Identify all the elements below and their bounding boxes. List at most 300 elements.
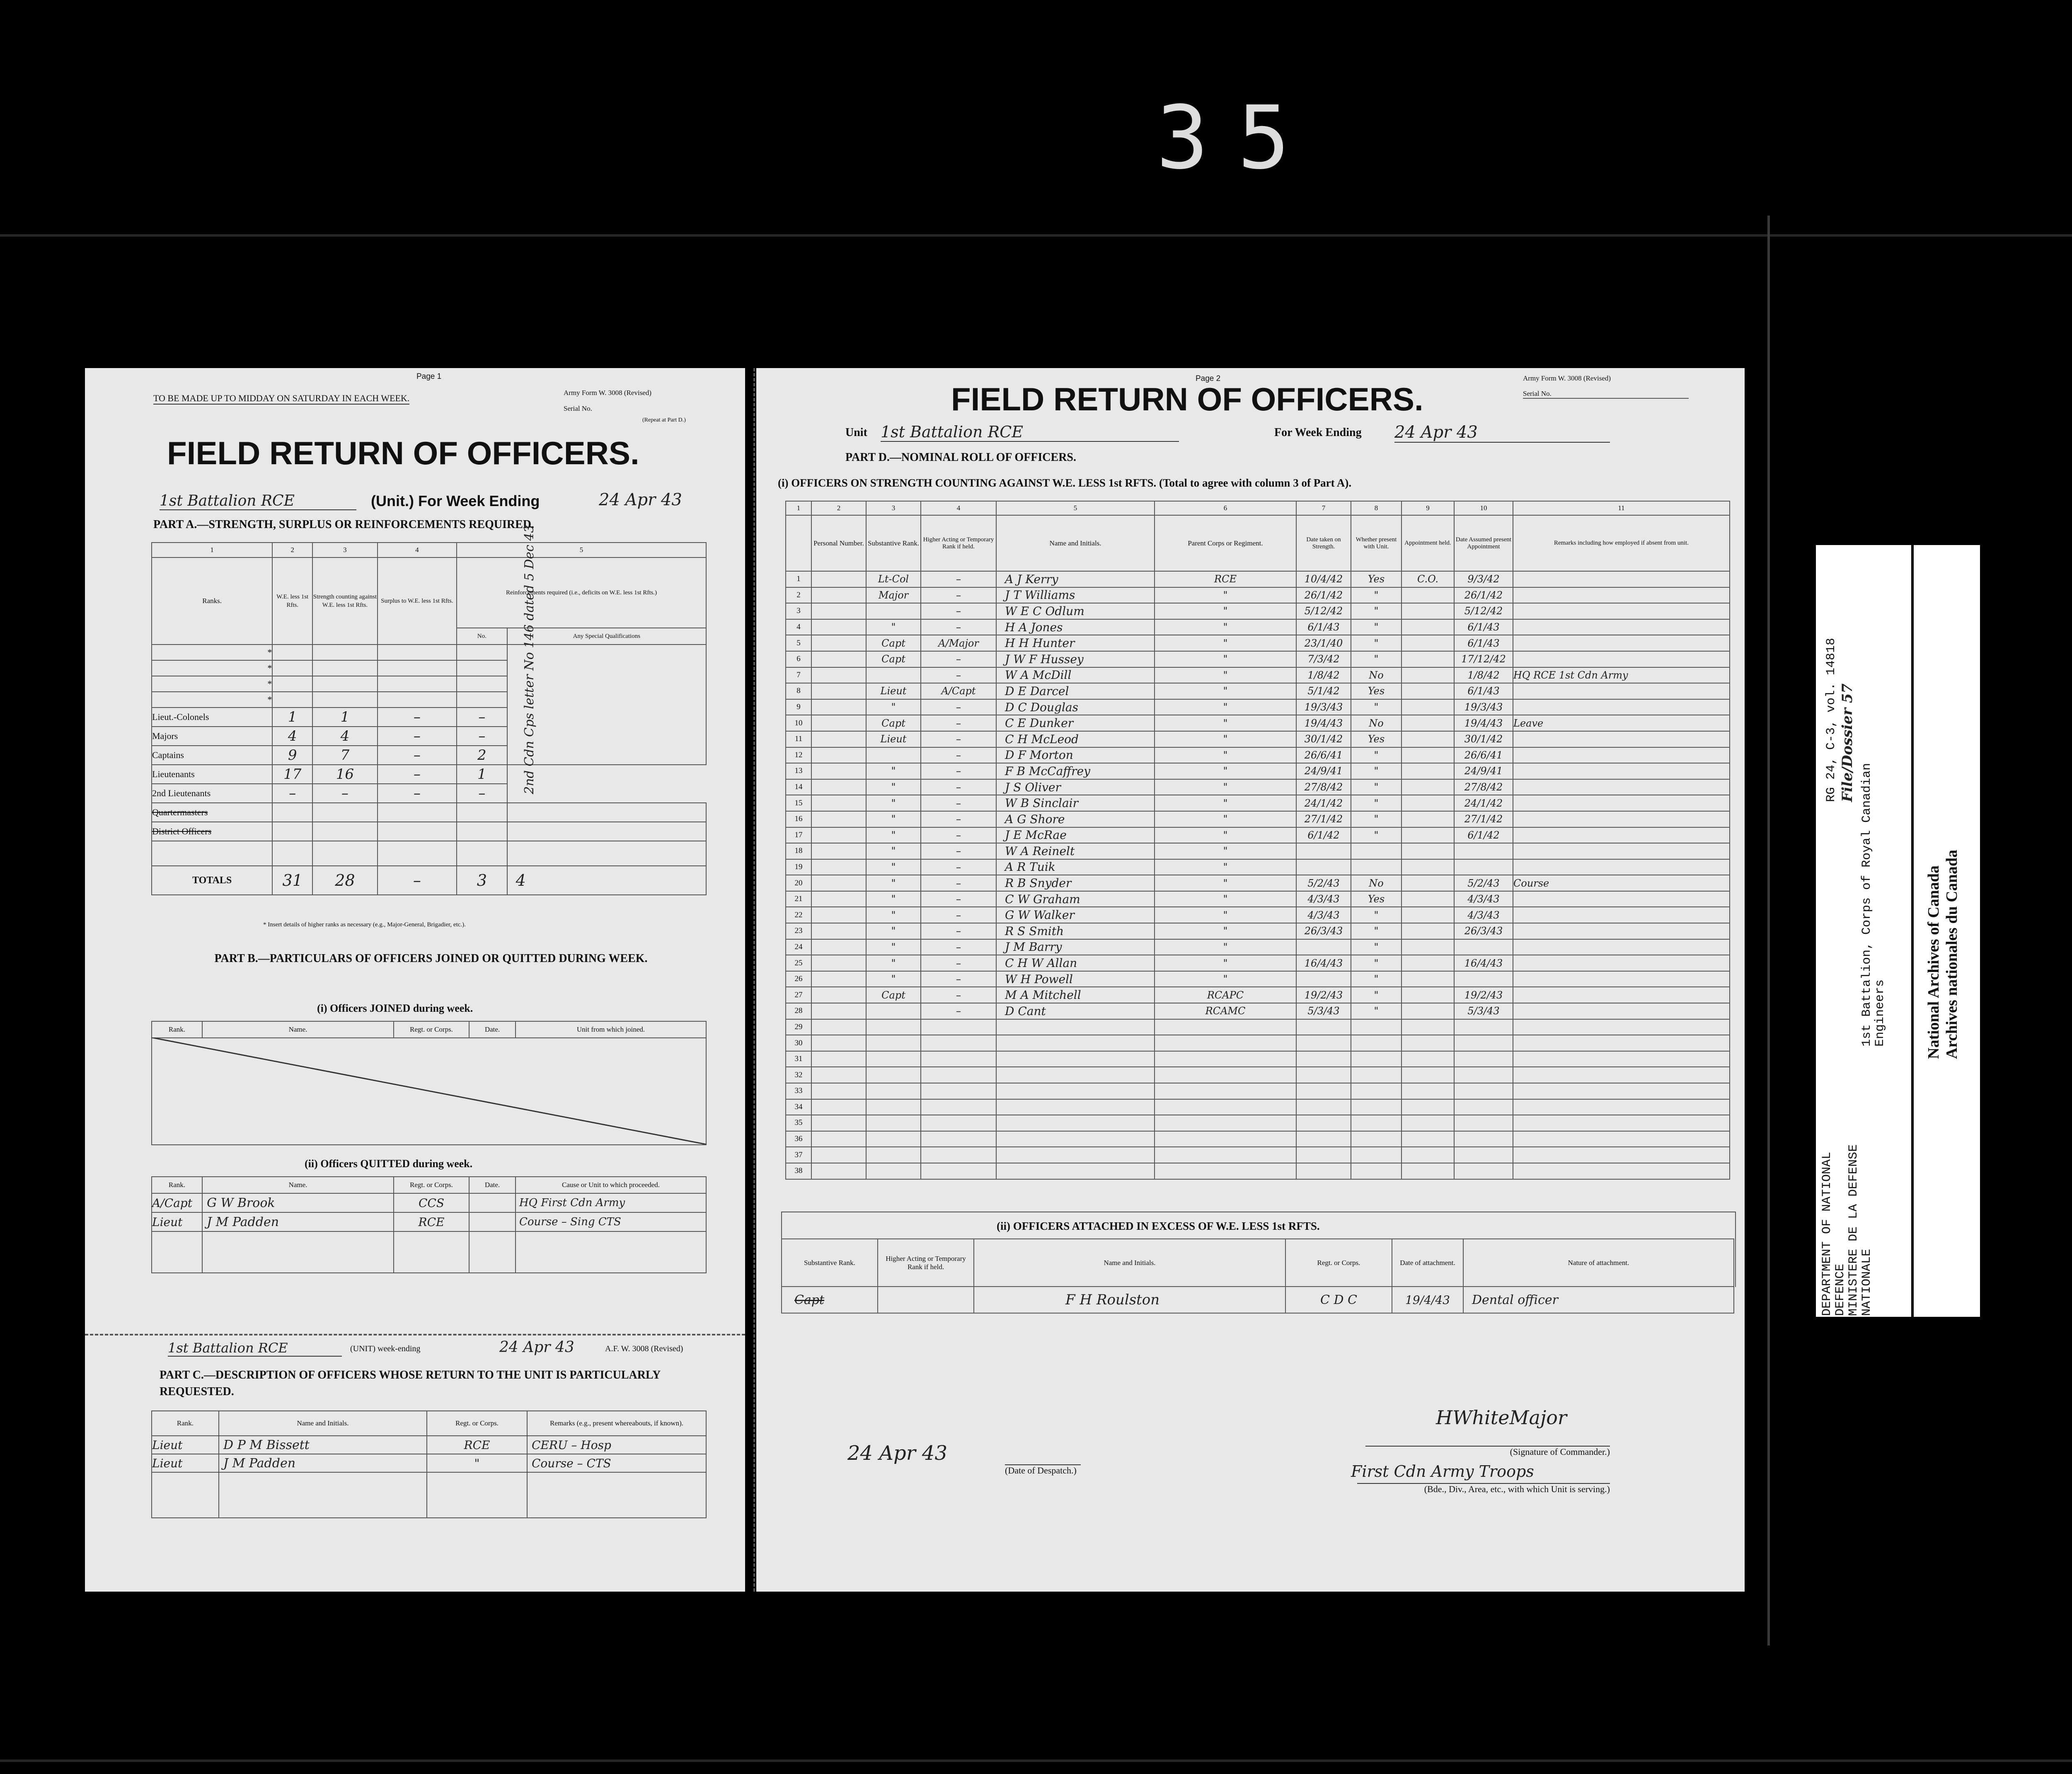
personal-number [811, 891, 866, 907]
archive-rg: RG 24, C-3, vol. 14818 [1824, 637, 1838, 802]
page-2-label: Page 2 [1196, 374, 1221, 383]
nominal-roll-row [786, 635, 1730, 651]
officer-name: C H W Allan [996, 955, 1155, 971]
appointment-date: 6/1/43 [1454, 619, 1513, 635]
archive-dept-line1: DEPARTMENT OF NATIONAL [1820, 1151, 1834, 1316]
we-value: 9 [272, 746, 312, 765]
quitted-cause: HQ First Cdn Army [516, 1193, 706, 1212]
appointment-date: 6/1/42 [1454, 827, 1513, 843]
substantive-rank: " [866, 955, 921, 971]
appointment-date: 6/1/43 [1454, 683, 1513, 699]
parent-corps: " [1155, 859, 1296, 875]
officer-name: J E McRae [996, 827, 1155, 843]
row-number: 29 [786, 1019, 811, 1035]
nominal-roll-row [786, 1019, 1730, 1035]
personal-number [811, 1003, 866, 1019]
appointment [1402, 891, 1454, 907]
remarks [1513, 747, 1730, 763]
part-c-header: Name and Initials. [219, 1411, 427, 1436]
parent-corps: " [1155, 923, 1296, 939]
substantive-rank [866, 1163, 921, 1179]
personal-number [811, 763, 866, 779]
nominal-roll-row [786, 859, 1730, 875]
date-on-strength: 26/1/42 [1296, 587, 1351, 603]
personal-number [811, 571, 866, 587]
present-with-unit: " [1351, 987, 1402, 1003]
parent-corps: " [1155, 875, 1296, 891]
remarks [1513, 1035, 1730, 1051]
nominal-roll-row [786, 987, 1730, 1003]
appointment [1402, 587, 1454, 603]
personal-number [811, 699, 866, 715]
nominal-roll-row [786, 699, 1730, 715]
nominal-roll-row [786, 747, 1730, 763]
officer-name: W E C Odlum [996, 603, 1155, 619]
present-with-unit: " [1351, 811, 1402, 827]
part-c-row [152, 1454, 706, 1472]
parent-corps [1155, 1019, 1296, 1035]
part-c-name: D P M Bissett [219, 1436, 427, 1454]
appointment-date: 4/3/43 [1454, 907, 1513, 923]
appointment-date: 17/12/42 [1454, 651, 1513, 667]
personal-number [811, 1035, 866, 1051]
appointment [1402, 603, 1454, 619]
rank-label: Majors [152, 727, 272, 746]
personal-number [811, 747, 866, 763]
substantive-rank: " [866, 875, 921, 891]
date-on-strength: 7/3/42 [1296, 651, 1351, 667]
week-value-2: 24 Apr 43 [1394, 423, 1610, 443]
parent-corps: " [1155, 635, 1296, 651]
appointment-date: 26/1/42 [1454, 587, 1513, 603]
date-on-strength: 24/1/42 [1296, 795, 1351, 811]
unit-label: (Unit.) For Week Ending [371, 492, 540, 509]
quitted-header: Regt. or Corps. [394, 1177, 469, 1193]
present-with-unit [1351, 1019, 1402, 1035]
quitted-corps: CCS [394, 1193, 469, 1212]
remarks [1513, 763, 1730, 779]
appointment-date: 27/1/42 [1454, 811, 1513, 827]
date-on-strength [1296, 843, 1351, 859]
col-header: Substantive Rank. [866, 515, 921, 571]
despatch-label: (Date of Despatch.) [1005, 1464, 1081, 1476]
appointment [1402, 1003, 1454, 1019]
serving-label: (Bde., Div., Area, etc., with which Unit is serving.) [1357, 1483, 1610, 1495]
appointment [1402, 859, 1454, 875]
personal-number [811, 667, 866, 683]
officer-name: A J Kerry [996, 571, 1155, 587]
date-on-strength: 30/1/42 [1296, 731, 1351, 747]
nominal-roll-row [786, 1147, 1730, 1163]
substantive-rank: " [866, 763, 921, 779]
archive-label-divider [1911, 545, 1914, 1317]
date-on-strength [1296, 1083, 1351, 1099]
parent-corps [1155, 1035, 1296, 1051]
row-number: 2 [786, 587, 811, 603]
appointment [1402, 907, 1454, 923]
parent-corps: " [1155, 763, 1296, 779]
officer-name [996, 1067, 1155, 1083]
total-strength: 28 [312, 866, 378, 895]
total-quals: 4 [507, 866, 706, 895]
officer-name: C W Graham [996, 891, 1155, 907]
commander-signature: HWhiteMajor [1436, 1406, 1567, 1429]
substantive-rank: Capt [866, 635, 921, 651]
attached-header: Name and Initials. [974, 1239, 1285, 1287]
surplus-value: – [378, 765, 457, 784]
personal-number [811, 987, 866, 1003]
appointment [1402, 635, 1454, 651]
acting-rank: – [921, 827, 996, 843]
archive-dept-line4: NATIONALE [1860, 1248, 1874, 1316]
serving-value: First Cdn Army Troops [1351, 1462, 1534, 1481]
appointment-date [1454, 843, 1513, 859]
appointment [1402, 715, 1454, 731]
personal-number [811, 619, 866, 635]
personal-number [811, 1099, 866, 1115]
joined-heading: (i) Officers JOINED during week. [317, 1002, 473, 1014]
substantive-rank: " [866, 827, 921, 843]
present-with-unit: " [1351, 619, 1402, 635]
despatch-date: 24 Apr 43 [847, 1442, 948, 1465]
substantive-rank: Lieut [866, 731, 921, 747]
acting-rank: – [921, 811, 996, 827]
col-number: 11 [1513, 501, 1730, 515]
appointment-date [1454, 1163, 1513, 1179]
attached-nature: Dental officer [1463, 1287, 1734, 1313]
col-header: Whether present with Unit. [1351, 515, 1402, 571]
page-1-sheet [85, 368, 745, 1592]
part-a-heading: PART A.—STRENGTH, SURPLUS OR REINFORCEMENTS REQUIRED. [153, 518, 535, 531]
parent-corps [1155, 1163, 1296, 1179]
acting-rank [921, 1067, 996, 1083]
col-number: 6 [1155, 501, 1296, 515]
rank-label: District Officers [152, 822, 272, 841]
officer-name: D E Darcel [996, 683, 1155, 699]
present-with-unit: " [1351, 907, 1402, 923]
quitted-header: Name. [202, 1177, 394, 1193]
parent-corps [1155, 1147, 1296, 1163]
present-with-unit [1351, 1051, 1402, 1067]
part-c-rank: Lieut [152, 1454, 219, 1472]
total-we: 31 [272, 866, 312, 895]
row-number: 3 [786, 603, 811, 619]
appointment [1402, 987, 1454, 1003]
remarks [1513, 731, 1730, 747]
appointment-date [1454, 1115, 1513, 1131]
officer-name: W H Powell [996, 971, 1155, 987]
present-with-unit: " [1351, 923, 1402, 939]
present-with-unit: " [1351, 603, 1402, 619]
quitted-corps: RCE [394, 1212, 469, 1231]
appointment [1402, 843, 1454, 859]
army-form-label-2: Army Form W. 3008 (Revised) [1523, 374, 1611, 382]
row-number: 25 [786, 955, 811, 971]
personal-number [811, 795, 866, 811]
substantive-rank: " [866, 939, 921, 955]
section-i-heading: (i) OFFICERS ON STRENGTH COUNTING AGAINST W.E. LESS 1st RFTS. (Total to agree with column 3 of Part A). [778, 477, 1352, 489]
frame-number: 35 [1156, 87, 1319, 189]
part-c-form: A.F. W. 3008 (Revised) [605, 1344, 683, 1353]
col-num: 5 [457, 543, 706, 557]
archive-nac-en: National Archives of Canada [1925, 865, 1942, 1059]
acting-rank: – [921, 843, 996, 859]
remarks [1513, 923, 1730, 939]
attached-header: Substantive Rank. [782, 1239, 878, 1287]
col-number: 10 [1454, 501, 1513, 515]
acting-rank [921, 1051, 996, 1067]
appointment [1402, 1067, 1454, 1083]
archive-dept-line3: MINISTERE DE LA DEFENSE [1847, 1144, 1861, 1316]
acting-rank [921, 1115, 996, 1131]
nominal-roll-body [786, 571, 1730, 1179]
nominal-roll-row [786, 1067, 1730, 1083]
acting-rank: – [921, 715, 996, 731]
appointment-date: 26/6/41 [1454, 747, 1513, 763]
parent-corps: RCAMC [1155, 1003, 1296, 1019]
date-on-strength [1296, 939, 1351, 955]
remarks [1513, 1115, 1730, 1131]
officer-name: J S Oliver [996, 779, 1155, 795]
date-on-strength [1296, 1035, 1351, 1051]
present-with-unit [1351, 1163, 1402, 1179]
appointment-date [1454, 1083, 1513, 1099]
archive-label-card [1816, 545, 1980, 1317]
appointment [1402, 875, 1454, 891]
col-number: 4 [921, 501, 996, 515]
part-b-heading: PART B.—PARTICULARS OF OFFICERS JOINED OR QUITTED DURING WEEK. [214, 952, 648, 965]
joined-header: Regt. or Corps. [394, 1021, 469, 1038]
appointment-date [1454, 1131, 1513, 1147]
personal-number [811, 955, 866, 971]
appointment [1402, 763, 1454, 779]
appointment-date [1454, 939, 1513, 955]
parent-corps: RCAPC [1155, 987, 1296, 1003]
acting-rank: – [921, 779, 996, 795]
acting-rank: – [921, 939, 996, 955]
date-on-strength: 16/4/43 [1296, 955, 1351, 971]
nominal-roll-row [786, 1131, 1730, 1147]
date-on-strength: 27/8/42 [1296, 779, 1351, 795]
we-value: 4 [272, 727, 312, 746]
acting-rank: – [921, 571, 996, 587]
present-with-unit: Yes [1351, 571, 1402, 587]
nominal-roll-row [786, 939, 1730, 955]
appointment [1402, 683, 1454, 699]
film-divider [1767, 216, 1770, 1646]
personal-number [811, 859, 866, 875]
row-number: 5 [786, 635, 811, 651]
appointment-date: 24/1/42 [1454, 795, 1513, 811]
present-with-unit [1351, 1099, 1402, 1115]
officer-name [996, 1019, 1155, 1035]
header-strength: Strength counting against W.E. less 1st Rfts. [312, 557, 378, 645]
substantive-rank: " [866, 891, 921, 907]
acting-rank: – [921, 795, 996, 811]
date-on-strength: 5/12/42 [1296, 603, 1351, 619]
part-c-row [152, 1436, 706, 1454]
substantive-rank [866, 747, 921, 763]
acting-rank: – [921, 747, 996, 763]
appointment [1402, 811, 1454, 827]
acting-rank: – [921, 651, 996, 667]
remarks [1513, 1131, 1730, 1147]
present-with-unit [1351, 1083, 1402, 1099]
acting-rank: – [921, 699, 996, 715]
personal-number [811, 811, 866, 827]
appointment [1402, 1099, 1454, 1115]
date-on-strength: 19/3/43 [1296, 699, 1351, 715]
attached-corps: C D C [1285, 1287, 1392, 1313]
officer-name: J T Williams [996, 587, 1155, 603]
acting-rank: A/Major [921, 635, 996, 651]
joined-header: Date. [469, 1021, 516, 1038]
acting-rank: – [921, 971, 996, 987]
date-on-strength: 19/2/43 [1296, 987, 1351, 1003]
acting-rank: – [921, 891, 996, 907]
parent-corps: " [1155, 603, 1296, 619]
appointment-date: 1/8/42 [1454, 667, 1513, 683]
remarks [1513, 971, 1730, 987]
officer-name: A G Shore [996, 811, 1155, 827]
nominal-roll-row [786, 683, 1730, 699]
date-on-strength: 10/4/42 [1296, 571, 1351, 587]
row-number: 30 [786, 1035, 811, 1051]
date-on-strength: 4/3/43 [1296, 891, 1351, 907]
col-number: 2 [811, 501, 866, 515]
present-with-unit: " [1351, 1003, 1402, 1019]
acting-rank: A/Capt [921, 683, 996, 699]
row-number: 13 [786, 763, 811, 779]
substantive-rank: " [866, 859, 921, 875]
officer-name: D Cant [996, 1003, 1155, 1019]
row-number: 26 [786, 971, 811, 987]
parent-corps [1155, 1131, 1296, 1147]
substantive-rank: " [866, 795, 921, 811]
personal-number [811, 683, 866, 699]
quitted-header: Rank. [152, 1177, 202, 1193]
appointment [1402, 971, 1454, 987]
officer-name: C H McLeod [996, 731, 1155, 747]
acting-rank [921, 1019, 996, 1035]
total-reinf-no: 3 [457, 866, 507, 895]
remarks [1513, 1003, 1730, 1019]
present-with-unit: " [1351, 795, 1402, 811]
header-surplus: Surplus to W.E. less 1st Rfts. [378, 557, 457, 645]
nominal-roll-table [785, 501, 1730, 1180]
row-number: 18 [786, 843, 811, 859]
personal-number [811, 1131, 866, 1147]
attached-row [782, 1287, 1734, 1313]
appointment [1402, 619, 1454, 635]
substantive-rank [866, 1003, 921, 1019]
acting-rank: – [921, 875, 996, 891]
acting-rank [921, 1083, 996, 1099]
we-value: – [272, 784, 312, 803]
substantive-rank: " [866, 811, 921, 827]
substantive-rank [866, 1051, 921, 1067]
personal-number [811, 731, 866, 747]
appointment [1402, 651, 1454, 667]
row-number: 15 [786, 795, 811, 811]
header-we: W.E. less 1st Rfts. [272, 557, 312, 645]
remarks [1513, 843, 1730, 859]
date-on-strength: 4/3/43 [1296, 907, 1351, 923]
col-number: 5 [996, 501, 1155, 515]
header-ranks: Ranks. [152, 557, 272, 645]
appointment [1402, 955, 1454, 971]
film-top-border [0, 234, 2072, 237]
present-with-unit: " [1351, 779, 1402, 795]
parent-corps [1155, 1051, 1296, 1067]
substantive-rank: Capt [866, 715, 921, 731]
part-a-table: 1 2 3 4 5 Ranks. W.E. less 1st Rfts. Strength counting against W.E. less 1st Rfts. Surplus to W.E. less 1st Rfts. Reinforcements required (i.e., deficits on W.E. less 1st Rfts.) No. Any Special Qualifications * 2nd Cdn Cps letter No 146 dated 5 Dec 43 * * * Lieut.-Colonels 1 1 – – Majors 4 4 – – Captains 9 7 – 2 Lieutenants 17 16 – 1 2nd Lieutenants – – – – Quartermasters District Officers TOTALS 31 28 – 3 4 [151, 542, 707, 895]
row-number: 28 [786, 1003, 811, 1019]
surplus-value: – [378, 708, 457, 727]
officer-name: G W Walker [996, 907, 1155, 923]
col-number: 1 [786, 501, 811, 515]
nominal-roll-row [786, 587, 1730, 603]
remarks [1513, 683, 1730, 699]
joined-header: Unit from which joined. [516, 1021, 706, 1038]
present-with-unit: " [1351, 699, 1402, 715]
nominal-roll-row [786, 1003, 1730, 1019]
date-on-strength [1296, 1099, 1351, 1115]
personal-number [811, 875, 866, 891]
appointment-date: 19/4/43 [1454, 715, 1513, 731]
remarks [1513, 635, 1730, 651]
top-instruction: TO BE MADE UP TO MIDDAY ON SATURDAY IN EACH WEEK. [153, 393, 409, 405]
col-header: Higher Acting or Temporary Rank if held. [921, 515, 996, 571]
part-c-corps: " [427, 1454, 527, 1472]
present-with-unit [1351, 1147, 1402, 1163]
appointment: C.O. [1402, 571, 1454, 587]
remarks [1513, 571, 1730, 587]
remarks [1513, 779, 1730, 795]
remarks [1513, 907, 1730, 923]
serial-no-label-2: Serial No. [1523, 390, 1689, 399]
attached-header: Higher Acting or Temporary Rank if held. [878, 1239, 974, 1287]
nominal-roll-row [786, 827, 1730, 843]
personal-number [811, 1147, 866, 1163]
reinf-no-value: – [457, 708, 507, 727]
parent-corps: " [1155, 907, 1296, 923]
row-number: 8 [786, 683, 811, 699]
officer-name [996, 1163, 1155, 1179]
present-with-unit: No [1351, 667, 1402, 683]
row-number: 20 [786, 875, 811, 891]
nominal-roll-row [786, 1099, 1730, 1115]
personal-number [811, 843, 866, 859]
parent-corps: " [1155, 715, 1296, 731]
appointment-date [1454, 1051, 1513, 1067]
appointment [1402, 1147, 1454, 1163]
appointment-date [1454, 1067, 1513, 1083]
substantive-rank [866, 1067, 921, 1083]
substantive-rank: " [866, 699, 921, 715]
rank-label: Quartermasters [152, 803, 272, 822]
appointment [1402, 1131, 1454, 1147]
personal-number [811, 651, 866, 667]
personal-number [811, 1083, 866, 1099]
row-number: 24 [786, 939, 811, 955]
officer-name: J M Barry [996, 939, 1155, 955]
present-with-unit: " [1351, 587, 1402, 603]
appointment-date: 16/4/43 [1454, 955, 1513, 971]
date-on-strength: 19/4/43 [1296, 715, 1351, 731]
parent-corps: " [1155, 683, 1296, 699]
substantive-rank: Major [866, 587, 921, 603]
